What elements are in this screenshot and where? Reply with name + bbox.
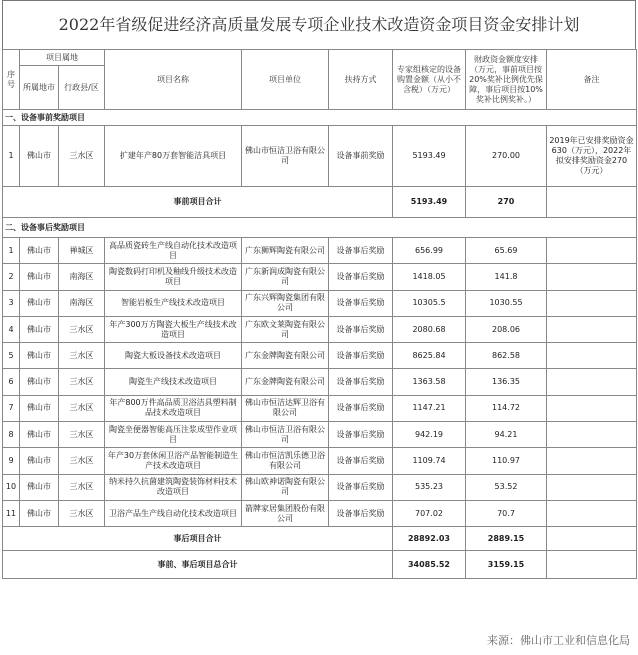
- cell-project-name: 扩建年产80万套智能洁具项目: [105, 126, 242, 187]
- table-row: [3, 500, 637, 526]
- table-body: [3, 110, 637, 579]
- header-unit: 项目单位: [242, 50, 329, 110]
- cell-investment: 1363.58: [393, 369, 466, 395]
- cell-allocation: 1030.55: [466, 290, 547, 316]
- cell-method: 设备事后奖励: [329, 500, 393, 526]
- cell-allocation: 136.35: [466, 369, 547, 395]
- header-remark: 备注: [547, 50, 637, 110]
- cell-method: 设备事后奖励: [329, 343, 393, 369]
- cell-unit: 佛山欧神诺陶瓷有限公司: [242, 474, 329, 500]
- cell-project-name: 智能岩板生产线技术改造项目: [105, 290, 242, 316]
- cell-project-name: 年产800万件高品质卫浴洁具塑料制品技术改造项目: [105, 395, 242, 421]
- cell-city: 佛山市: [20, 316, 59, 342]
- cell-city: 佛山市: [20, 474, 59, 500]
- header-investment: 专家组核定的设备购置金额（从小不含税）（万元）: [393, 50, 466, 110]
- table-row: [3, 316, 637, 342]
- cell-method: 设备事后奖励: [329, 290, 393, 316]
- cell-unit: 佛山市恒洁凯乐德卫浴有限公司: [242, 448, 329, 474]
- header-allocation: 财政资金额度安排（万元，事前项目按20%奖补比例优先保障，事后项目按10%奖补比例奖补。）: [466, 50, 547, 110]
- cell-project-name: 卫浴产品生产线自动化技术改造项目: [105, 500, 242, 526]
- cell-seq: 10: [3, 474, 20, 500]
- cell-remark: [547, 290, 637, 316]
- subtotal-allocation: 2889.15: [466, 527, 547, 551]
- cell-project-name: 陶瓷大板设备技术改造项目: [105, 343, 242, 369]
- subtotal-remark: [547, 551, 637, 579]
- cell-seq: 3: [3, 290, 20, 316]
- section-label: 二、设备事后奖励项目: [3, 218, 637, 238]
- cell-project-name: 陶瓷生产线技术改造项目: [105, 369, 242, 395]
- cell-unit: 佛山市恒洁卫浴有限公司: [242, 422, 329, 448]
- cell-seq: 4: [3, 316, 20, 342]
- cell-project-name: 年产300万方陶瓷大板生产线技术改造项目: [105, 316, 242, 342]
- cell-remark: [547, 238, 637, 264]
- cell-investment: 1147.21: [393, 395, 466, 421]
- cell-allocation: 862.58: [466, 343, 547, 369]
- cell-unit: 广东金牌陶瓷有限公司: [242, 343, 329, 369]
- cell-method: 设备事后奖励: [329, 448, 393, 474]
- cell-allocation: 94.21: [466, 422, 547, 448]
- cell-district: 三水区: [59, 126, 105, 187]
- cell-project-name: 陶瓷数码打印机及釉线升级技术改造项目: [105, 264, 242, 290]
- cell-method: 设备事后奖励: [329, 422, 393, 448]
- cell-city: 佛山市: [20, 264, 59, 290]
- subtotal-row: [3, 551, 637, 579]
- cell-investment: 8625.84: [393, 343, 466, 369]
- cell-investment: 1109.74: [393, 448, 466, 474]
- cell-unit: 佛山市恒洁达辉卫浴有限公司: [242, 395, 329, 421]
- cell-seq: 2: [3, 264, 20, 290]
- cell-city: 佛山市: [20, 343, 59, 369]
- cell-seq: 8: [3, 422, 20, 448]
- cell-remark: 2019年已安排奖励资金630（万元），2022年拟安排奖励资金270（万元）: [547, 126, 637, 187]
- header-seq: 序号: [3, 50, 20, 110]
- cell-seq: 5: [3, 343, 20, 369]
- cell-project-name: 高品质瓷砖生产线自动化技术改造项目: [105, 238, 242, 264]
- cell-city: 佛山市: [20, 395, 59, 421]
- cell-remark: [547, 448, 637, 474]
- cell-city: 佛山市: [20, 290, 59, 316]
- cell-project-name: 陶瓷坐便器智能高压注浆成型作业项目: [105, 422, 242, 448]
- allocation-sheet: [2, 0, 636, 647]
- page-title: 2022年省级促进经济高质量发展专项企业技术改造资金项目资金安排计划: [2, 0, 636, 49]
- cell-allocation: 110.97: [466, 448, 547, 474]
- cell-district: 三水区: [59, 316, 105, 342]
- cell-unit: 广东欧文莱陶瓷有限公司: [242, 316, 329, 342]
- cell-remark: [547, 395, 637, 421]
- subtotal-remark: [547, 527, 637, 551]
- cell-district: 三水区: [59, 343, 105, 369]
- subtotal-label: 事前、事后项目总合计: [3, 551, 393, 579]
- cell-project-name: 纳米持久抗菌建筑陶瓷装饰材料技术改造项目: [105, 474, 242, 500]
- cell-investment: 5193.49: [393, 126, 466, 187]
- table-row: [3, 343, 637, 369]
- cell-allocation: 208.06: [466, 316, 547, 342]
- cell-seq: 1: [3, 238, 20, 264]
- subtotal-label: 事后项目合计: [3, 527, 393, 551]
- cell-district: 南海区: [59, 290, 105, 316]
- cell-city: 佛山市: [20, 422, 59, 448]
- cell-district: 三水区: [59, 369, 105, 395]
- table-row: [3, 264, 637, 290]
- header-project-name: 项目名称: [105, 50, 242, 110]
- cell-allocation: 114.72: [466, 395, 547, 421]
- cell-remark: [547, 474, 637, 500]
- subtotal-allocation: 270: [466, 187, 547, 218]
- cell-investment: 2080.68: [393, 316, 466, 342]
- cell-remark: [547, 369, 637, 395]
- cell-remark: [547, 343, 637, 369]
- cell-allocation: 70.7: [466, 500, 547, 526]
- cell-unit: 广东金牌陶瓷有限公司: [242, 369, 329, 395]
- subtotal-investment: 5193.49: [393, 187, 466, 218]
- section-header-row: [3, 218, 637, 238]
- cell-district: 三水区: [59, 474, 105, 500]
- table-row: [3, 238, 637, 264]
- cell-unit: 广东兴辉陶瓷集团有限公司: [242, 290, 329, 316]
- cell-method: 设备事后奖励: [329, 238, 393, 264]
- cell-method: 设备事后奖励: [329, 316, 393, 342]
- cell-district: 南海区: [59, 264, 105, 290]
- cell-seq: 11: [3, 500, 20, 526]
- cell-district: 三水区: [59, 500, 105, 526]
- cell-city: 佛山市: [20, 126, 59, 187]
- cell-city: 佛山市: [20, 448, 59, 474]
- cell-investment: 10305.5: [393, 290, 466, 316]
- allocation-table: [2, 49, 637, 579]
- subtotal-row: [3, 527, 637, 551]
- cell-unit: 箭牌家居集团股份有限公司: [242, 500, 329, 526]
- cell-investment: 535.23: [393, 474, 466, 500]
- table-row: [3, 290, 637, 316]
- cell-method: 设备事前奖励: [329, 126, 393, 187]
- cell-district: 三水区: [59, 448, 105, 474]
- cell-remark: [547, 316, 637, 342]
- cell-investment: 707.02: [393, 500, 466, 526]
- table-row: [3, 369, 637, 395]
- subtotal-investment: 34085.52: [393, 551, 466, 579]
- source-credit: 来源：佛山市工业和信息化局: [487, 634, 630, 647]
- cell-allocation: 53.52: [466, 474, 547, 500]
- cell-seq: 9: [3, 448, 20, 474]
- cell-city: 佛山市: [20, 500, 59, 526]
- cell-unit: 广东狮辉陶瓷有限公司: [242, 238, 329, 264]
- table-row: [3, 422, 637, 448]
- cell-district: 三水区: [59, 422, 105, 448]
- header-method: 扶持方式: [329, 50, 393, 110]
- cell-unit: 佛山市恒洁卫浴有限公司: [242, 126, 329, 187]
- cell-project-name: 年产30万套休闲卫浴产品智能制造生产技术改造项目: [105, 448, 242, 474]
- cell-unit: 广东新润成陶瓷有限公司: [242, 264, 329, 290]
- header-district: 行政县/区: [59, 66, 105, 110]
- cell-seq: 7: [3, 395, 20, 421]
- header-city: 所属地市: [20, 66, 59, 110]
- subtotal-allocation: 3159.15: [466, 551, 547, 579]
- cell-city: 佛山市: [20, 369, 59, 395]
- cell-allocation: 65.69: [466, 238, 547, 264]
- cell-seq: 1: [3, 126, 20, 187]
- cell-investment: 1418.05: [393, 264, 466, 290]
- section-header-row: [3, 110, 637, 126]
- section-label: 一、设备事前奖励项目: [3, 110, 637, 126]
- cell-remark: [547, 264, 637, 290]
- cell-remark: [547, 500, 637, 526]
- table-row: [3, 395, 637, 421]
- cell-remark: [547, 422, 637, 448]
- cell-method: 设备事后奖励: [329, 395, 393, 421]
- cell-method: 设备事后奖励: [329, 264, 393, 290]
- cell-method: 设备事后奖励: [329, 369, 393, 395]
- cell-allocation: 270.00: [466, 126, 547, 187]
- subtotal-remark: [547, 187, 637, 218]
- cell-seq: 6: [3, 369, 20, 395]
- table-row: [3, 474, 637, 500]
- cell-method: 设备事后奖励: [329, 474, 393, 500]
- subtotal-investment: 28892.03: [393, 527, 466, 551]
- table-row: [3, 448, 637, 474]
- header-location-group: 项目属地: [20, 50, 105, 66]
- cell-investment: 656.99: [393, 238, 466, 264]
- cell-district: 三水区: [59, 395, 105, 421]
- subtotal-label: 事前项目合计: [3, 187, 393, 218]
- table-row: [3, 126, 637, 187]
- cell-investment: 942.19: [393, 422, 466, 448]
- cell-allocation: 141.8: [466, 264, 547, 290]
- cell-city: 佛山市: [20, 238, 59, 264]
- cell-district: 禅城区: [59, 238, 105, 264]
- subtotal-row: [3, 187, 637, 218]
